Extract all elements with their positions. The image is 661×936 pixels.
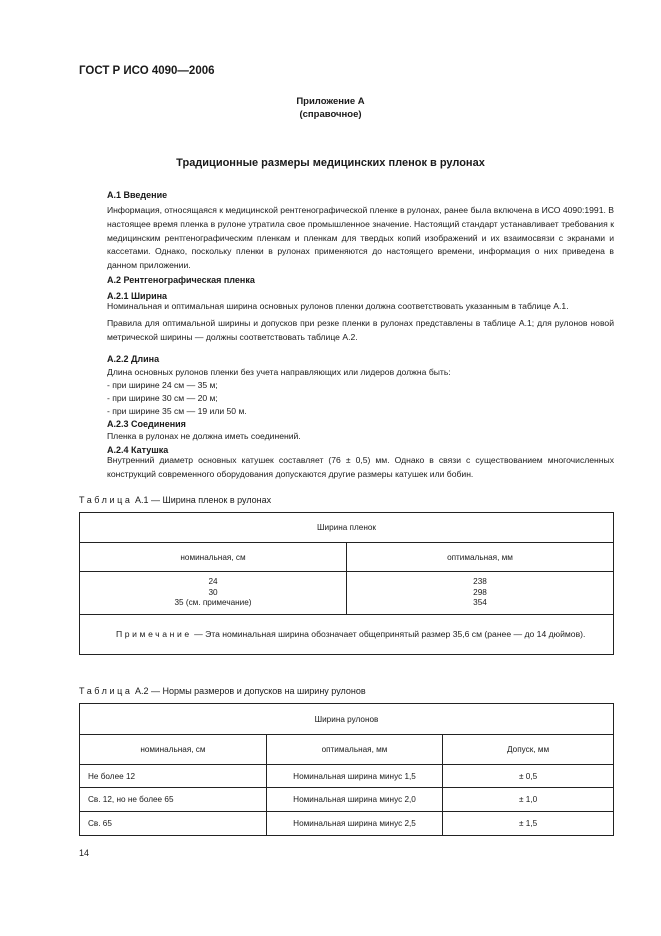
a22-item: - при ширине 24 см — 35 м;: [107, 380, 218, 390]
section-a21-text: [79, 300, 614, 344]
page-number: 14: [79, 848, 90, 858]
table1-nominal-value: 35 (см. примечание): [174, 598, 252, 608]
a22-item: - при ширине 30 см — 20 м;: [107, 393, 218, 403]
table2-nominal: Св. 65: [80, 812, 267, 836]
table1-nominal-value: 30: [208, 587, 218, 597]
table1-caption-text: А.1 — Ширина пленок в рулонах: [132, 495, 272, 505]
table2-col-optimal: оптимальная, мм: [266, 735, 442, 765]
table2: [79, 703, 614, 836]
section-a2-heading: А.2 Рентгенографическая пленка: [107, 275, 255, 285]
table1-body-row: [80, 572, 614, 615]
table2-optimal: Номинальная ширина минус 1,5: [266, 765, 442, 788]
appendix-title: Приложение А: [296, 96, 365, 107]
a22-intro: Длина основных рулонов пленки без учета направляющих или лидеров должна быть:: [107, 367, 451, 377]
section-a1-text: [79, 204, 614, 273]
paragraph: Внутренний диаметр основных катушек составляет (76 ± 0,5) мм. Однако в связи с существованием многочисленных конструкций современного оборудования допускаются другие размеры катушек или бобин.: [107, 455, 614, 479]
table2-nominal: Св. 12, но не более 65: [80, 788, 267, 812]
table1-caption-word: Таблица: [79, 495, 133, 505]
table1-group-header: Ширина пленок: [80, 513, 614, 543]
a23-text: Пленка в рулонах не должна иметь соединений.: [107, 431, 301, 441]
table1: [79, 512, 614, 655]
section-a21-heading: А.2.1 Ширина: [107, 291, 168, 301]
table1-optimal-value: 354: [473, 598, 487, 608]
table2-col-nominal: номинальная, см: [80, 735, 267, 765]
table1-optimal-value: 238: [473, 577, 487, 587]
table2-tolerance: ± 1,0: [443, 788, 614, 812]
paragraph: Правила для оптимальной ширины и допусков при резке пленки в рулонах представлены в таблице А.1; для рулонов новой метрической ширины — должны соответствовать таблице А.2.: [107, 317, 614, 342]
a22-item: - при ширине 35 см — 19 или 50 м.: [107, 406, 247, 416]
table1-note: [80, 615, 614, 655]
appendix-note: (справочное): [299, 109, 362, 120]
paragraph: Номинальная и оптимальная ширина основных рулонов пленки должна соответствовать указанным в таблице А.1.: [107, 301, 569, 311]
table1-nominal-value: 24: [208, 577, 218, 587]
section-a24-heading: А.2.4 Катушка: [107, 445, 169, 455]
table1-note-word: Примечание: [116, 629, 192, 639]
paragraph: Информация, относящаяся к медицинской рентгенографической пленке в рулонах, ранее была включена в ИСО 4090:1991. В настоящее время пленка в рулоне утратила свое промышленное значение. Настоящий стандарт устанавливает требования к медицинским рентгенографическим пленкам и пленкам для твердых копий изображений и их взаимосвязи с экранами и кассетами. Однако, поскольку пленки в рулонах применяются до настоящего времени, информация о них приведена в данном приложении.: [107, 205, 614, 271]
main-title: Традиционные размеры медицинских пленок в рулонах: [176, 157, 485, 169]
section-a1-heading: А.1 Введение: [107, 190, 168, 200]
table1-nominal-cell: [80, 572, 347, 615]
section-a24-text: [79, 454, 614, 482]
table2-caption-word: Таблица: [79, 686, 133, 696]
table1-col-optimal: оптимальная, мм: [347, 543, 614, 572]
table2-col-tolerance: Допуск, мм: [443, 735, 614, 765]
table1-caption: [79, 495, 271, 505]
table1-optimal-value: 298: [473, 587, 487, 597]
table2-group-header: Ширина рулонов: [80, 704, 614, 735]
table1-optimal-cell: [347, 572, 614, 615]
table1-col-nominal: номинальная, см: [80, 543, 347, 572]
table2-optimal: Номинальная ширина минус 2,5: [266, 812, 442, 836]
table2-caption: [79, 686, 366, 696]
table2-tolerance: ± 0,5: [443, 765, 614, 788]
table2-optimal: Номинальная ширина минус 2,0: [266, 788, 442, 812]
table2-caption-text: А.2 — Нормы размеров и допусков на ширину рулонов: [132, 686, 366, 696]
section-a22-heading: А.2.2 Длина: [107, 354, 160, 364]
table2-tolerance: ± 1,5: [443, 812, 614, 836]
table-row: [80, 788, 614, 812]
section-a23-heading: А.2.3 Соединения: [107, 419, 186, 429]
table1-note-text: — Эта номинальная ширина обозначает общепринятый размер 35,6 см (ранее — до 14 дюймов).: [191, 629, 586, 639]
table2-nominal: Не более 12: [80, 765, 267, 788]
document-header: ГОСТ Р ИСО 4090—2006: [79, 65, 215, 77]
table-row: [80, 812, 614, 836]
table-row: [80, 765, 614, 788]
